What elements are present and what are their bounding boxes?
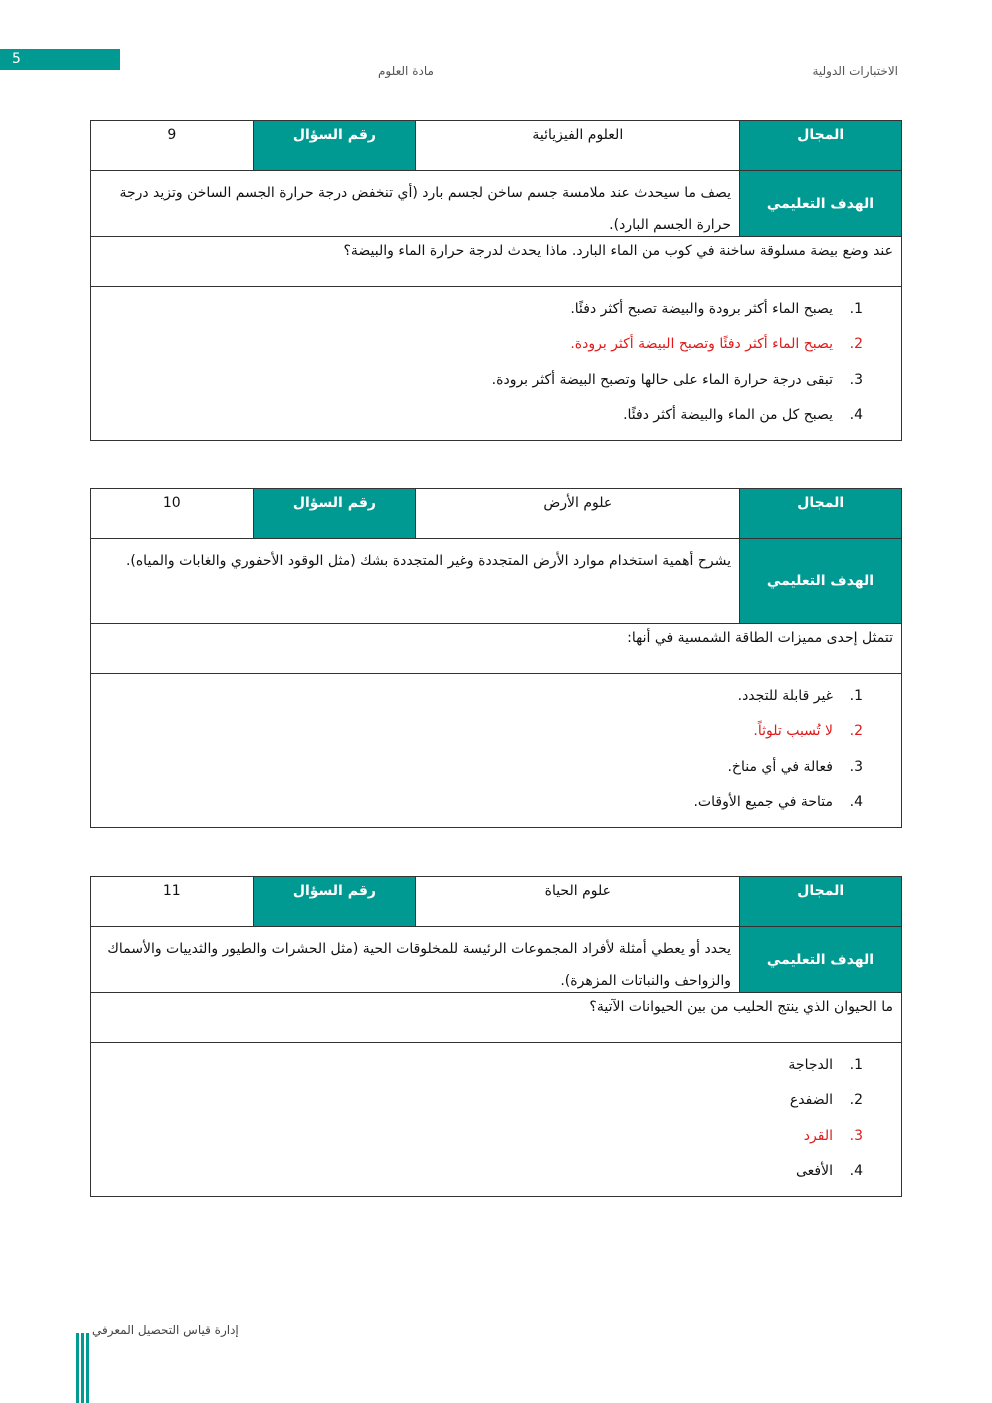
option-number: 3. [849,371,863,388]
footer-bar [76,1333,79,1403]
answer-option [91,678,901,714]
footer-text: إدارة قياس التحصيل المعرفي [92,1323,239,1337]
question-number-label: رقم السؤال [253,877,416,926]
footer-bar [86,1333,89,1403]
option-number: 1. [849,300,863,317]
goal-label: الهدف التعليمي [739,539,901,623]
option-text: الأفعى [796,1163,833,1180]
question-number-label: رقم السؤال [253,489,416,538]
option-text: القرد [803,1127,833,1144]
option-text: يصبح الماء أكثر دفئًا وتصبح البيضة أكثر برودة. [570,336,833,353]
goal-text: يشرح أهمية استخدام موارد الأرض المتجددة وغير المتجددة بشك (مثل الوقود الأحفوري والغابات والمياه). [125,553,731,569]
answer-option [91,785,901,821]
question-stem: ما الحيوان الذي ينتج الحليب من بين الحيوانات الآتية؟ [91,993,901,1043]
question-table [90,120,902,441]
goal-text: يحدد أو يعطي أمثلة لأفراد المجموعات الرئيسة للمخلوقات الحية (مثل الحشرات والطيور والثدييات والأسماك والزواحف والنباتات المزهرة). [107,941,731,989]
page-number: 5 [0,49,120,70]
goal-label: الهدف التعليمي [739,927,901,992]
options-list [91,1043,901,1196]
subject-header: مادة العلوم [378,64,434,78]
option-number: 4. [849,407,863,424]
option-number: 1. [849,1056,863,1073]
question-stem: تتمثل إحدى مميزات الطاقة الشمسية في أنها: [91,624,901,674]
option-number: 3. [849,758,863,775]
question-number: 11 [162,883,181,899]
option-text: يصبح الماء أكثر برودة والبيضة تصبح أكثر دفئًا. [570,300,833,317]
question-stem: عند وضع بيضة مسلوقة ساخنة في كوب من الماء البارد. ماذا يحدث لدرجة حرارة الماء والبيضة؟ [91,237,901,287]
option-number: 1. [849,687,863,704]
domain-label: المجال [739,877,901,926]
answer-option [91,1047,901,1083]
option-text: يصبح كل من الماء والبيضة أكثر دفئًا. [623,407,833,424]
option-number: 2. [849,336,863,353]
footer-bar [81,1333,84,1403]
option-number: 4. [849,1163,863,1180]
domain-value: العلوم الفيزيائية [415,121,739,170]
option-text: فعالة في أي مناخ. [727,758,833,775]
answer-option [91,1154,901,1190]
answer-option [91,749,901,785]
answer-option [91,291,901,327]
option-text: تبقى درجة حرارة الماء على حالها وتصبح البيضة أكثر برودة. [491,371,833,388]
domain-label: المجال [739,121,901,170]
option-number: 4. [849,794,863,811]
option-text: الدجاجة [788,1056,833,1073]
question-number: 9 [167,127,177,143]
answer-option [91,1083,901,1119]
goal-label: الهدف التعليمي [739,171,901,236]
domain-value: علوم الأرض [415,489,739,538]
question-number: 10 [162,495,181,511]
question-table [90,876,902,1197]
series-header: الاختبارات الدولية [812,64,898,78]
answer-option [91,714,901,750]
question-table [90,488,902,828]
answer-option [91,1118,901,1154]
option-text: متاحة في جميع الأوقات. [693,794,833,811]
domain-value: علوم الحياة [415,877,739,926]
question-number-label: رقم السؤال [253,121,416,170]
option-text: لا تُسبب تلوثاً. [753,723,833,740]
answer-option [91,327,901,363]
options-list [91,287,901,440]
option-text: غير قابلة للتجدد. [737,687,833,704]
option-number: 2. [849,723,863,740]
option-number: 3. [849,1127,863,1144]
domain-label: المجال [739,489,901,538]
option-text: الضفدع [789,1092,833,1109]
answer-option [91,362,901,398]
answer-option [91,398,901,434]
goal-text: يصف ما سيحدث عند ملامسة جسم ساخن لجسم بارد (أي تنخفض درجة حرارة الجسم الساخن وتزيد درجة حرارة الجسم البارد). [119,185,731,233]
options-list [91,674,901,827]
option-number: 2. [849,1092,863,1109]
